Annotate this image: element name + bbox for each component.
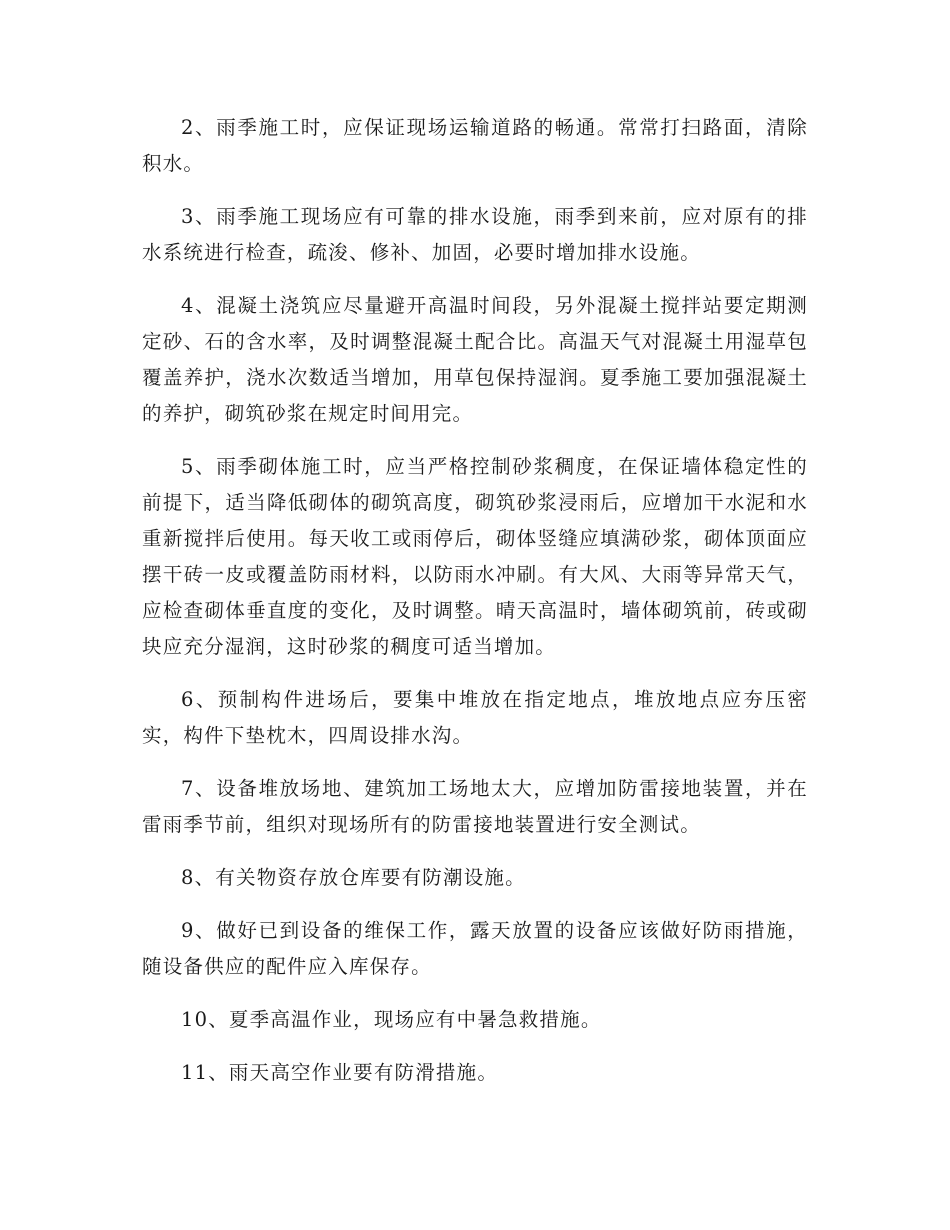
paragraph-item-3: 3、雨季施工现场应有可靠的排水设施，雨季到来前，应对原有的排水系统进行检查，疏浚、修补、加固，必要时增加排水设施。 (142, 205, 808, 264)
document-body (142, 110, 808, 1108)
paragraph-item-10: 10、夏季高温作业，现场应有中暑急救措施。 (181, 1008, 602, 1031)
paragraph-item-11: 11、雨天高空作业要有防滑措施。 (181, 1061, 499, 1084)
paragraph-item-5: 5、雨季砌体施工时，应当严格控制砂浆稠度，在保证墙体稳定性的前提下，适当降低砌体的砌筑高度，砌筑砂浆浸雨后，应增加干水泥和水重新搅拌后使用。每天收工或雨停后，砌体竖缝应填满砂浆，砌体顶面应摆干砖一皮或覆盖防雨材料，以防雨水冲刷。有大风、大雨等异常天气，应检查砌体垂直度的变化，及时调整。晴天高温时，墙体砌筑前，砖或砌块应充分湿润，这时砂浆的稠度可适当增加。 (142, 455, 808, 658)
paragraph-item-2: 2、雨季施工时，应保证现场运输道路的畅通。常常打扫路面，清除积水。 (142, 116, 808, 175)
paragraph-item-4: 4、混凝土浇筑应尽量避开高温时间段，另外混凝土搅拌站要定期测定砂、石的含水率，及时调整混凝土配合比。高温天气对混凝土用湿草包覆盖养护，浇水次数适当增加，用草包保持湿润。夏季施工要加强混凝土的养护，砌筑砂浆在规定时间用完。 (142, 294, 808, 425)
paragraph-item-8: 8、有关物资存放仓库要有防潮设施。 (181, 866, 526, 889)
paragraph-item-7: 7、设备堆放场地、建筑加工场地太大，应增加防雷接地装置，并在雷雨季节前，组织对现场所有的防雷接地装置进行安全测试。 (142, 777, 808, 836)
paragraph-item-9: 9、做好已到设备的维保工作，露天放置的设备应该做好防雨措施，随设备供应的配件应入库保存。 (142, 919, 808, 978)
paragraph-item-6: 6、预制构件进场后，要集中堆放在指定地点，堆放地点应夯压密实，构件下垫枕木，四周设排水沟。 (142, 688, 808, 747)
